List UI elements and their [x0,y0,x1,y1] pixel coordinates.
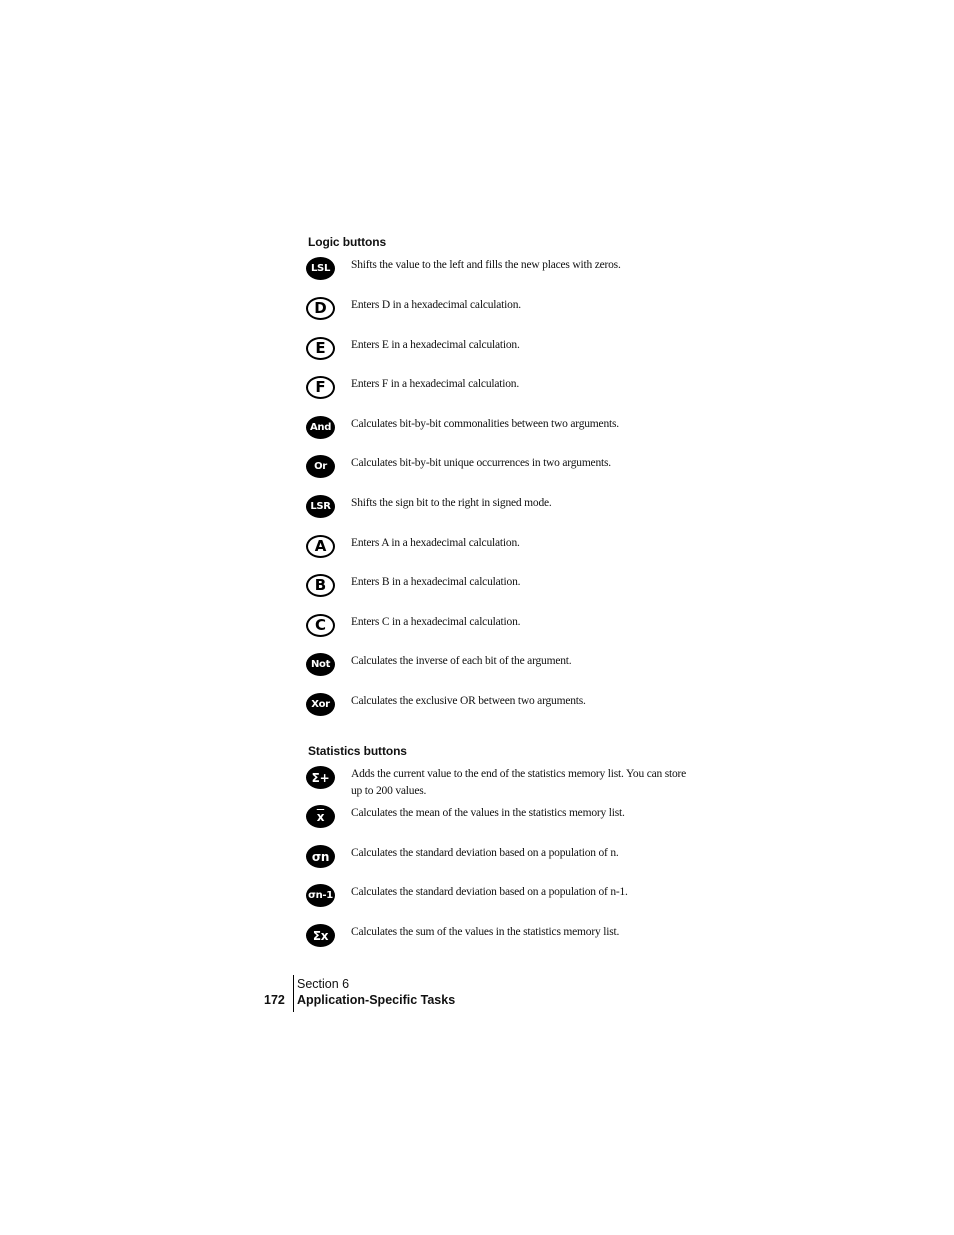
logic-item-description: Shifts the sign bit to the right in signed mode. [351,497,552,509]
b-button-icon: B [306,574,335,597]
stats-item-description: Calculates the mean of the values in the statistics memory list. [351,807,625,819]
stats-item-description: Calculates the standard deviation based on a population of n-1. [351,886,628,898]
logic-item-description: Calculates the exclusive OR between two arguments. [351,695,586,707]
stats-item-description: Calculates the standard deviation based on a population of n. [351,847,619,859]
xor-button-icon: Xor [306,693,335,716]
not-button-icon: Not [306,653,335,676]
logic-item-description: Calculates bit-by-bit unique occurrences in two arguments. [351,457,611,469]
and-button-icon: And [306,416,335,439]
logic-item-description: Shifts the value to the left and fills the new places with zeros. [351,259,621,271]
logic-item-description: Calculates the inverse of each bit of the argument. [351,655,572,667]
page-number: 172 [264,993,285,1007]
footer-divider [293,975,294,1012]
logic-item-description: Calculates bit-by-bit commonalities between two arguments. [351,418,619,430]
logic-item-description: Enters D in a hexadecimal calculation. [351,299,521,311]
footer-chapter-title: Application-Specific Tasks [297,993,456,1007]
sigma-plus-button-icon: Σ+ [306,766,335,789]
mean-button-icon: $\overline{x}$ [306,805,335,828]
logic-item-description: Enters F in a hexadecimal calculation. [351,378,520,390]
logic-buttons-heading: Logic buttons [308,235,387,249]
f-button-icon: F [306,376,335,399]
c-button-icon: C [306,614,335,637]
sigma-n-minus-1-button-icon: σn-1 [306,884,335,907]
lsl-button-icon: LSL [306,257,335,280]
logic-item-description: Enters A in a hexadecimal calculation. [351,537,520,549]
e-button-icon: E [306,337,335,360]
a-button-icon: A [306,535,335,558]
footer-section-label: Section 6 [297,977,350,991]
logic-item-description: Enters C in a hexadecimal calculation. [351,616,521,628]
sigma-n-button-icon: σn [306,845,335,868]
logic-item-description: Enters B in a hexadecimal calculation. [351,576,521,588]
sum-x-button-icon: Σx [306,924,335,947]
statistics-buttons-heading: Statistics buttons [308,744,407,758]
logic-item-description: Enters E in a hexadecimal calculation. [351,339,520,351]
or-button-icon: Or [306,455,335,478]
stats-item-description: Adds the current value to the end of the statistics memory list. You can store up to 200 values. [351,768,687,797]
stats-item-description: Calculates the sum of the values in the statistics memory list. [351,926,620,938]
lsr-button-icon: LSR [306,495,335,518]
d-button-icon: D [306,297,335,320]
